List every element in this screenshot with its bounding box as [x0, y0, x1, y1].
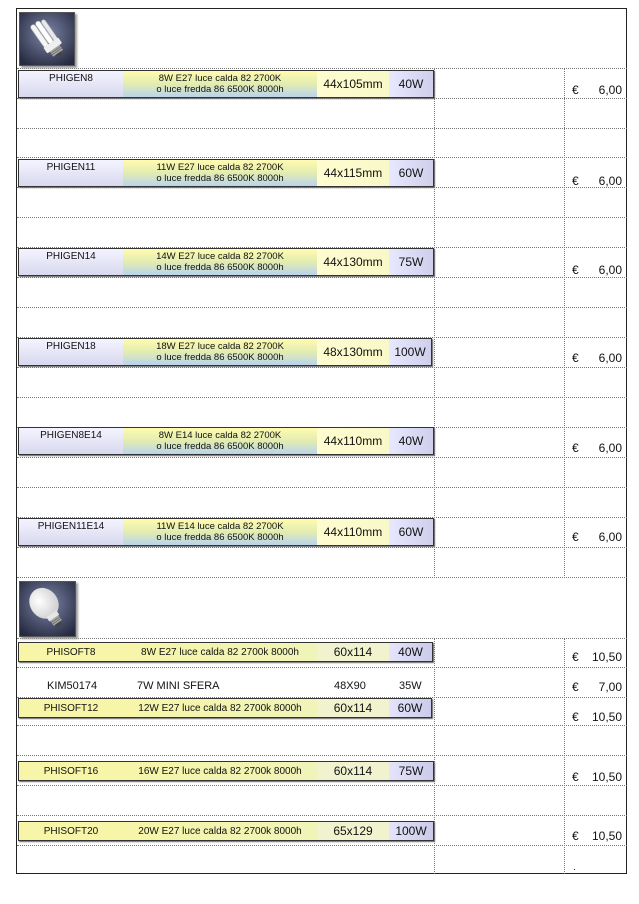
product-size: 60x114	[317, 699, 389, 717]
currency-symbol: €	[572, 770, 579, 784]
grid-line	[17, 217, 627, 218]
product-wattage: 35W	[399, 680, 422, 692]
product-wattage: 40W	[389, 428, 433, 454]
product-row	[18, 338, 432, 366]
currency-symbol: €	[572, 83, 579, 97]
product-price: € 6,00	[572, 83, 622, 97]
product-description: 11W E27 luce calda 82 2700K o luce fredda 86 6500K 8000h	[123, 160, 317, 186]
grid-column-line	[434, 638, 435, 874]
currency-symbol: €	[572, 530, 579, 544]
product-price: € 10,50	[572, 770, 622, 784]
product-size: 44x115mm	[317, 160, 389, 186]
currency-symbol: €	[572, 351, 579, 365]
product-size: 60x114	[317, 762, 389, 780]
product-price: € 10,50	[572, 710, 622, 724]
product-size: 60x114	[317, 643, 389, 661]
grid-line	[17, 128, 627, 129]
product-code: PHISOFT12	[19, 699, 123, 717]
product-code: PHIGEN11	[19, 160, 123, 186]
product-wattage: 60W	[389, 160, 433, 186]
product-price: € 6,00	[572, 530, 622, 544]
product-row	[18, 159, 434, 187]
grid-line	[17, 785, 627, 786]
product-wattage: 40W	[389, 71, 433, 97]
product-code: PHISOFT8	[19, 643, 123, 661]
grid-column-line	[564, 638, 565, 874]
grid-line	[17, 457, 627, 458]
grid-line	[17, 667, 627, 668]
product-size: 44x110mm	[317, 519, 389, 545]
grid-line	[17, 577, 627, 578]
product-wattage: 40W	[389, 643, 432, 661]
product-price: € 10,50	[572, 829, 622, 843]
product-description: 14W E27 luce calda 82 2700K o luce fredda 86 6500K 8000h	[123, 249, 317, 275]
grid-line	[17, 68, 627, 69]
product-description: 8W E27 luce calda 82 2700K o luce fredda 86 6500K 8000h	[123, 71, 317, 97]
grid-line	[17, 98, 627, 99]
product-size: 65x129	[317, 822, 389, 840]
globe-bulb-icon	[19, 581, 76, 637]
grid-line	[17, 157, 627, 158]
product-size: 48x130mm	[317, 339, 389, 365]
grid-line	[17, 277, 627, 278]
product-row	[18, 70, 434, 98]
product-description: 18W E27 luce calda 82 2700K o luce fredda 86 6500K 8000h	[123, 339, 317, 365]
product-description: 8W E14 luce calda 82 2700K o luce fredda 86 6500K 8000h	[123, 428, 317, 454]
product-wattage: 60W	[389, 519, 433, 545]
product-price: € 7,00	[572, 680, 622, 694]
product-code: PHIGEN18	[19, 339, 123, 365]
grid-column-line	[564, 68, 565, 578]
product-price: € 10,50	[572, 650, 622, 664]
product-row	[18, 427, 434, 455]
currency-symbol: €	[572, 263, 579, 277]
product-description: 16W E27 luce calda 82 2700k 8000h	[123, 762, 317, 780]
grid-line	[17, 367, 627, 368]
product-row	[18, 761, 434, 781]
grid-line	[17, 755, 627, 756]
currency-symbol: €	[572, 829, 579, 843]
product-code: KIM50174	[47, 680, 98, 692]
product-row	[18, 821, 434, 841]
grid-line	[17, 725, 627, 726]
cfl-spiral-bulb-icon	[19, 12, 75, 66]
grid-line	[17, 307, 627, 308]
grid-column-line	[434, 68, 435, 578]
currency-symbol: €	[572, 441, 579, 455]
currency-symbol: €	[572, 710, 579, 724]
product-price: € 6,00	[572, 263, 622, 277]
product-description: 7W MINI SFERA	[137, 680, 220, 692]
product-row	[18, 248, 434, 276]
currency-symbol: €	[572, 174, 579, 188]
product-wattage: 100W	[389, 339, 431, 365]
product-wattage: 75W	[389, 762, 433, 780]
product-code: PHIGEN8	[19, 71, 123, 97]
product-wattage: 100W	[389, 822, 433, 840]
grid-line	[17, 397, 627, 398]
product-size: 44x130mm	[317, 249, 389, 275]
product-code: PHIGEN8E14	[19, 428, 123, 454]
product-code: PHIGEN14	[19, 249, 123, 275]
product-price: € 6,00	[572, 441, 622, 455]
product-description: 11W E14 luce calda 82 2700K o luce fredda 86 6500K 8000h	[123, 519, 317, 545]
product-wattage: 75W	[389, 249, 433, 275]
currency-symbol: €	[572, 680, 579, 694]
product-price: € 6,00	[572, 174, 622, 188]
product-code: PHIGEN11E14	[19, 519, 123, 545]
product-code: PHISOFT20	[19, 822, 123, 840]
product-code: PHISOFT16	[19, 762, 123, 780]
product-row	[18, 698, 432, 718]
product-wattage: 60W	[389, 699, 431, 717]
grid-line	[17, 638, 627, 639]
currency-symbol: €	[572, 650, 579, 664]
product-size: 44x110mm	[317, 428, 389, 454]
product-description: 20W E27 luce calda 82 2700k 8000h	[123, 822, 317, 840]
footer-mark: .	[573, 862, 576, 873]
product-description: 8W E27 luce calda 82 2700k 8000h	[123, 643, 317, 661]
product-size: 48X90	[334, 680, 366, 692]
grid-line	[17, 845, 627, 846]
grid-line	[17, 547, 627, 548]
grid-line	[17, 487, 627, 488]
product-description: 12W E27 luce calda 82 2700k 8000h	[123, 699, 317, 717]
grid-line	[17, 187, 627, 188]
product-size: 44x105mm	[317, 71, 389, 97]
product-price: € 6,00	[572, 351, 622, 365]
grid-line	[17, 815, 627, 816]
product-row	[18, 642, 433, 662]
product-row	[18, 518, 434, 546]
